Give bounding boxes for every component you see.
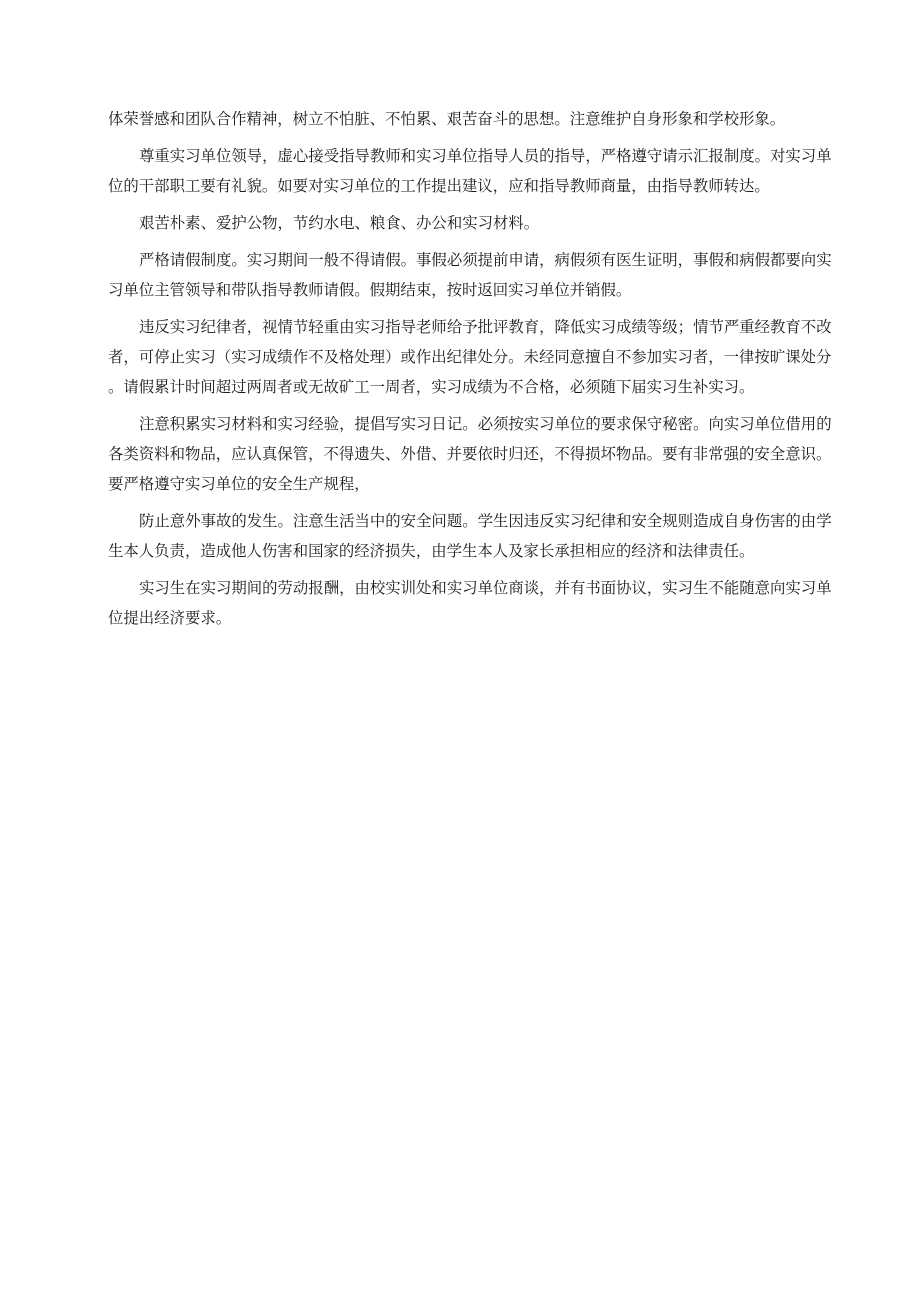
paragraph-2: 尊重实习单位领导，虚心接受指导教师和实习单位指导人员的指导，严格遵守请示汇报制度。对实习单位的干部职工要有礼貌。如要对实习单位的工作提出建议，应和指导教师商量，由指导教师转达。 — [108, 147, 832, 195]
paragraph-5: 违反实习纪律者，视情节轻重由实习指导老师给予批评教育，降低实习成绩等级；情节严重经教育不改者，可停止实习（实习成绩作不及格处理）或作出纪律处分。未经同意擅自不参加实习者，一律按旷课处分。请假累计时间超过两周者或无故矿工一周者，实习成绩为不合格，必须随下届实习生补实习。 — [108, 318, 832, 396]
paragraph-8: 实习生在实习期间的劳动报酬，由校实训处和实习单位商谈，并有书面协议，实习生不能随意向实习单位提出经济要求。 — [108, 579, 832, 627]
document-body — [108, 104, 836, 640]
paragraph-1: 体荣誉感和团队合作精神，树立不怕脏、不怕累、艰苦奋斗的思想。注意维护自身形象和学校形象。 — [108, 110, 786, 128]
paragraph-3: 艰苦朴素、爱护公物，节约水电、粮食、办公和实习材料。 — [139, 214, 540, 232]
paragraph-7: 防止意外事故的发生。注意生活当中的安全问题。学生因违反实习纪律和安全规则造成自身伤害的由学生本人负责，造成他人伤害和国家的经济损失，由学生本人及家长承担相应的经济和法律责任。 — [108, 512, 832, 560]
paragraph-6: 注意积累实习材料和实习经验，提倡写实习日记。必须按实习单位的要求保守秘密。向实习单位借用的各类资料和物品，应认真保管，不得遗失、外借、并要依时归还，不得损坏物品。要有非常强的安全意识。要严格遵守实习单位的安全生产规程， — [108, 415, 832, 493]
paragraph-4: 严格请假制度。实习期间一般不得请假。事假必须提前申请，病假须有医生证明，事假和病假都要向实习单位主管领导和带队指导教师请假。假期结束，按时返回实习单位并销假。 — [108, 251, 832, 299]
